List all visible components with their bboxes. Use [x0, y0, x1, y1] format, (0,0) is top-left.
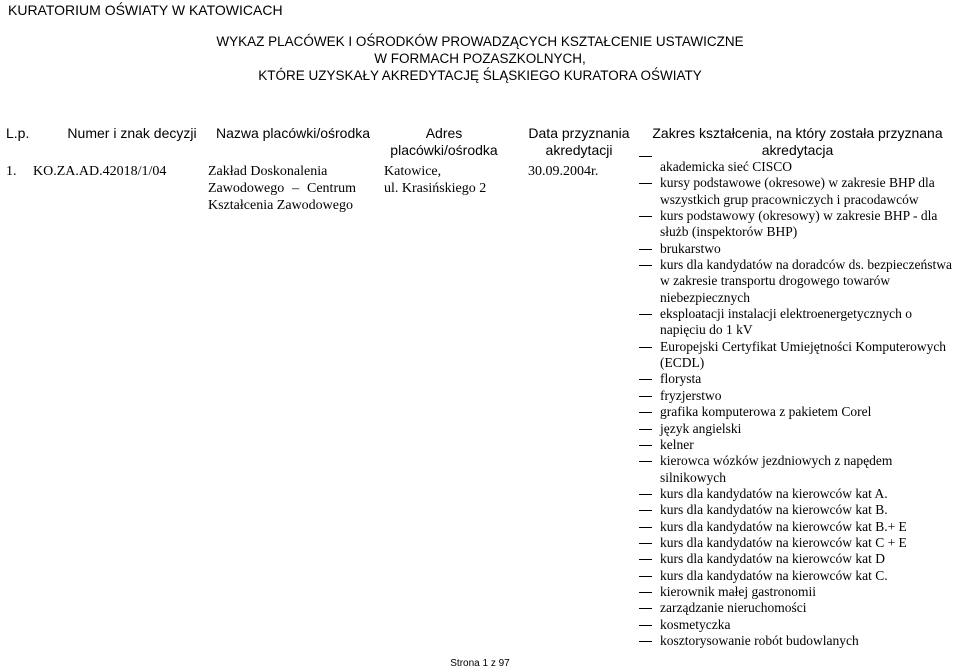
row-name-line: Zawodowego – Centrum [208, 181, 356, 196]
scope-item [639, 584, 954, 600]
scope-item-text: kursy podstawowe (okresowe) w zakresie BHP dla wszystkich grup pracowniczych i pracodawców [660, 175, 935, 207]
scope-item [639, 453, 954, 486]
row-address-line: ul. Krasińskiego 2 [384, 181, 487, 196]
dash-bullet-icon [639, 543, 652, 544]
scope-item [639, 306, 954, 339]
col-header-name: Nazwa placówki/ośrodka [215, 125, 371, 141]
scope-item-text: kurs podstawowy (okresowy) w zakresie BHP - dla służb (inspektorów BHP) [660, 208, 938, 240]
row-name-line: Zakład Doskonalenia [208, 164, 328, 179]
row-date: 30.09.2004r. [528, 164, 599, 179]
scope-item-text: eksploatacji instalacji elektroenergetycznych o napięciu do 1 kV [660, 306, 913, 338]
scope-item-text: kosztorysowanie robót budowlanych [660, 632, 859, 648]
dash-bullet-icon [639, 592, 652, 593]
scope-item-text: zarządzanie nieruchomości [660, 600, 807, 616]
scope-item [639, 617, 954, 633]
scope-item [639, 502, 954, 518]
dash-bullet-icon [639, 625, 652, 626]
scope-list [639, 159, 954, 649]
dash-bullet-icon [639, 461, 652, 462]
dash-bullet-icon [639, 494, 652, 495]
dash-bullet-icon [639, 379, 652, 380]
page-number: Strona 1 z 97 [450, 658, 510, 669]
dash-bullet-icon [639, 445, 652, 446]
scope-item [639, 437, 954, 453]
col-header-date: Data przyznania akredytacji [528, 125, 630, 158]
scope-item-text: kurs dla kandydatów na kierowców kat A. [660, 485, 888, 501]
col-header-address: Adres placówki/ośrodka [390, 125, 498, 158]
row-lp: 1. [6, 164, 17, 179]
dash-bullet-icon [639, 429, 652, 430]
row-name [208, 163, 356, 214]
dash-bullet-icon [639, 156, 652, 157]
dash-bullet-icon [639, 527, 652, 528]
organization-name: KURATORIUM OŚWIATY W KATOWICACH [8, 2, 283, 18]
scope-item-text: brukarstwo [660, 240, 721, 256]
title-line-1: WYKAZ PLACÓWEK I OŚRODKÓW PROWADZĄCYCH KSZTAŁCENIE USTAWICZNE [216, 34, 744, 49]
scope-item [639, 404, 954, 420]
scope-item-text: kurs dla kandydatów na kierowców kat B. [660, 502, 888, 518]
scope-item-text: kierowca wózków jezdniowych z napędem silnikowych [660, 453, 893, 485]
scope-item [639, 568, 954, 584]
scope-item [639, 600, 954, 616]
dash-bullet-icon [639, 559, 652, 560]
dash-bullet-icon [639, 249, 652, 250]
scope-item-text: grafika komputerowa z pakietem Corel [660, 404, 872, 420]
title-line-3: KTÓRE UZYSKAŁY AKREDYTACJĘ ŚLĄSKIEGO KURATORA OŚWIATY [258, 68, 702, 83]
dash-bullet-icon [639, 608, 652, 609]
dash-bullet-icon [639, 183, 652, 184]
scope-item-text: kurs dla kandydatów na kierowców kat C. [660, 567, 888, 583]
col-header-scope: Zakres kształcenia, na który została przyznana akredytacja [652, 125, 943, 158]
scope-item [639, 633, 954, 649]
scope-item [639, 486, 954, 502]
title-line-2: W FORMACH POZASZKOLNYCH, [374, 51, 586, 66]
dash-bullet-icon [639, 265, 652, 266]
dash-bullet-icon [639, 641, 652, 642]
row-name-line: Kształcenia Zawodowego [208, 198, 353, 213]
col-header-decision: Numer i znak decyzji [67, 125, 197, 141]
scope-item-text: kurs dla kandydatów na kierowców kat C + E [660, 534, 907, 550]
row-address-line: Katowice, [384, 164, 442, 179]
dash-bullet-icon [639, 412, 652, 413]
scope-item [639, 208, 954, 241]
row-decision: KO.ZA.AD.42018/1/04 [33, 164, 167, 179]
scope-item [639, 241, 954, 257]
document-title [0, 33, 960, 84]
dash-bullet-icon [639, 510, 652, 511]
scope-item-text: fryzjerstwo [660, 387, 722, 403]
row-address [384, 163, 486, 197]
dash-bullet-icon [639, 396, 652, 397]
scope-item [639, 519, 954, 535]
dash-bullet-icon [639, 314, 652, 315]
scope-item-text: florysta [660, 371, 702, 387]
scope-item [639, 535, 954, 551]
scope-item-text: kurs dla kandydatów na kierowców kat D [660, 551, 885, 567]
scope-item [639, 175, 954, 208]
scope-item [639, 421, 954, 437]
scope-item [639, 388, 954, 404]
scope-item-text: kosmetyczka [660, 616, 731, 632]
scope-item [639, 371, 954, 387]
scope-item-text: język angielski [660, 420, 742, 436]
dash-bullet-icon [639, 347, 652, 348]
scope-item-text: kurs dla kandydatów na kierowców kat B.+ E [660, 518, 907, 534]
dash-bullet-icon [639, 576, 652, 577]
scope-item-text: kierownik małej gastronomii [660, 583, 816, 599]
scope-item-text: kelner [660, 436, 694, 452]
scope-item [639, 551, 954, 567]
scope-item [639, 257, 954, 306]
scope-item [639, 159, 954, 175]
scope-item-text: akademicka sieć CISCO [660, 159, 792, 174]
dash-bullet-icon [639, 216, 652, 217]
scope-item [639, 339, 954, 372]
scope-item-text: Europejski Certyfikat Umiejętności Komputerowych (ECDL) [660, 338, 947, 371]
col-header-lp: L.p. [6, 125, 30, 141]
scope-item-text: kurs dla kandydatów na doradców ds. bezpieczeństwa w zakresie transportu drogowego towarów niebezpiecznych [660, 257, 953, 305]
